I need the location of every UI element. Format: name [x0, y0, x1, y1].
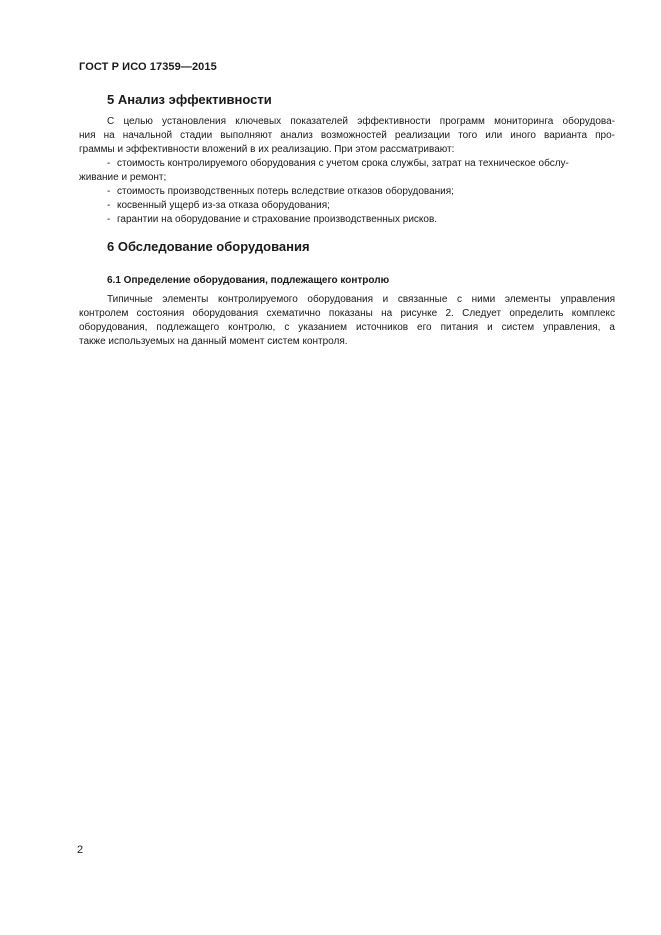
paragraph-line: контролем состояния оборудования схематично показаны на рисунке 2. Следует определить комплекс — [79, 308, 615, 319]
list-dash: - — [107, 214, 111, 225]
evaluation-criteria-list — [79, 157, 615, 227]
list-item — [79, 185, 615, 199]
paragraph-line: С целью установления ключевых показателей эффективности программ мониторинга оборудова- — [107, 116, 615, 127]
list-item-text: стоимость производственных потерь вследствие отказов оборудования; — [117, 186, 454, 197]
section-5-intro-paragraph — [79, 115, 615, 157]
paragraph-line: ния на начальной стадии выполняют анализ возможностей реализации того или иного варианта про- — [79, 130, 615, 141]
list-dash: - — [107, 158, 111, 169]
paragraph-line: оборудования, подлежащего контролю, с указанием источников его питания и систем управления, а — [79, 322, 615, 333]
document-header: ГОСТ Р ИСО 17359—2015 — [79, 61, 217, 73]
list-dash: - — [107, 200, 111, 211]
list-item-text: стоимость контролируемого оборудования с учетом срока службы, затрат на техническое обслу- — [117, 158, 569, 169]
list-item — [79, 157, 615, 171]
list-item-text: гарантии на оборудование и страхование производственных рисков. — [117, 214, 438, 225]
section-6-heading: 6 Обследование оборудования — [107, 239, 310, 254]
list-item — [79, 199, 615, 213]
subsection-6-1-paragraph — [79, 293, 615, 349]
paragraph-line: граммы и эффективности вложений в их реализацию. При этом рассматривают: — [79, 144, 455, 155]
paragraph-line: также используемых на данный момент систем контроля. — [79, 336, 348, 347]
list-item-continuation — [79, 171, 615, 185]
list-item-text: живание и ремонт; — [79, 172, 167, 183]
list-item — [79, 213, 615, 227]
page-number: 2 — [77, 844, 84, 856]
paragraph-line: Типичные элементы контролируемого оборудования и связанные с ними элементы управления — [107, 294, 615, 305]
list-dash: - — [107, 186, 111, 197]
section-5-heading: 5 Анализ эффективности — [107, 92, 272, 107]
subsection-6-1-heading: 6.1 Определение оборудования, подлежащего контролю — [107, 275, 390, 286]
list-item-text: косвенный ущерб из-за отказа оборудования; — [117, 200, 330, 211]
